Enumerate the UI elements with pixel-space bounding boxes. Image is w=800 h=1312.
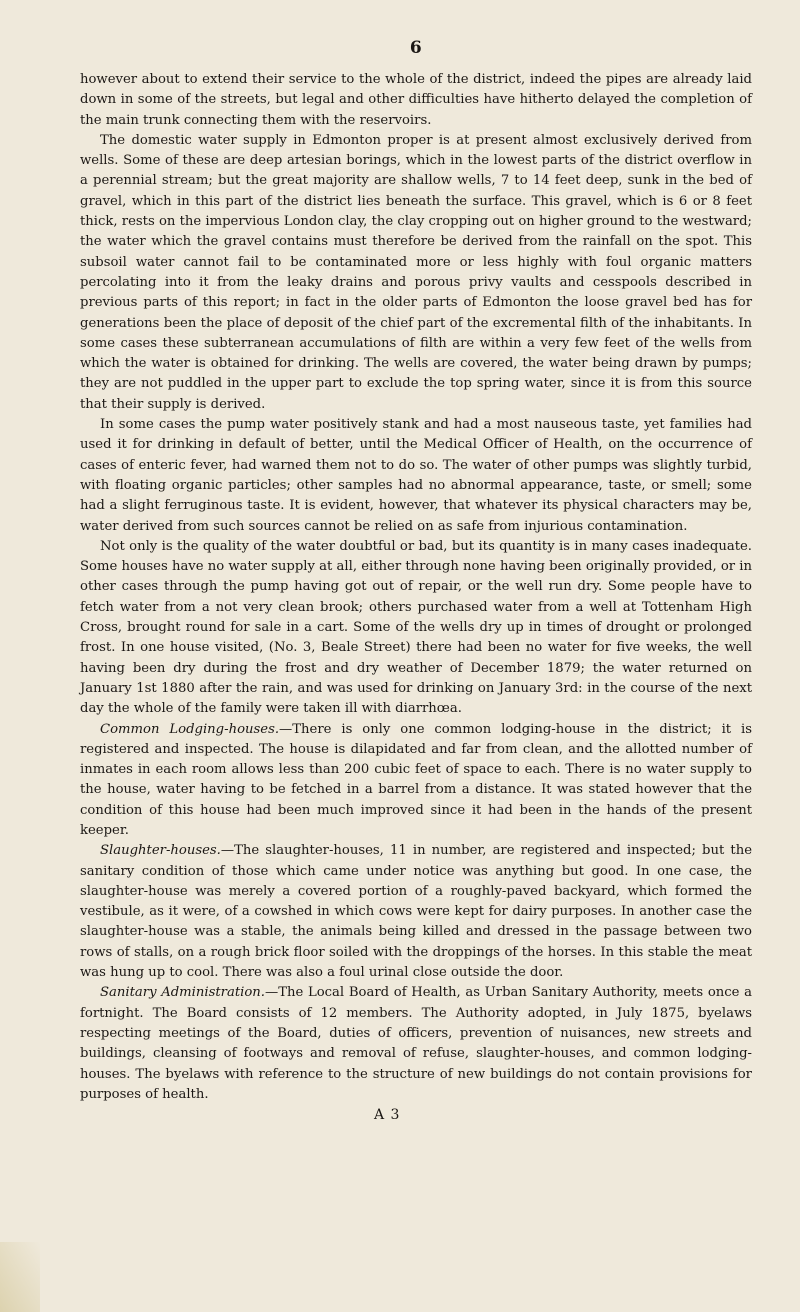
paragraph (80, 70, 752, 131)
page-number: 6 (409, 38, 423, 58)
paragraph-text: Not only is the quality of the water doubtful or bad, but its quantity is in many cases inadequate. Some houses have no water supply at all, either through none having been originally provided, or in other cases through the pump having got out of repair, or the well run dry. Some people have to fetch water from a not very clean brook; others purchased water from a well at Tottenham High Cross, brought round for sale in a cart. Some of the wells dry up in times of drought or prolonged frost. In one house visited, (No. 3, Beale Street) there had been no water for five weeks, the well having been dry during the frost and dry weather of December 1879; the water returned on January 1st 1880 after the rain, and was used for drinking on January 3rd: in the course of the next day the whole of the family were taken ill with diarrhœa. (80, 538, 752, 717)
paper-stain (0, 1242, 40, 1312)
paragraph-text: —The Local Board of Health, as Urban Sanitary Authority, meets once a fortnight. The Board consists of 12 members. The Authority adopted, in July 1875, byelaws respecting meetings of the Board, duties of officers, prevention of nuisances, new streets and buildings, cleansing of footways and removal of refuse, slaughter-houses, and common lodging-houses. The byelaws with reference to the structure of new buildings do not contain provisions for purposes of health. (80, 985, 752, 1102)
paragraph-text: however about to extend their service to the whole of the district, indeed the pipes are already laid down in some of the streets, but legal and other difficulties have hitherto delayed the completion of the main trunk connecting them with the reservoirs. (80, 72, 752, 128)
paragraph (80, 537, 752, 720)
paragraph (80, 841, 752, 983)
paragraph (80, 415, 752, 537)
paragraph (80, 983, 752, 1105)
paragraph-text: —The slaughter-houses, 11 in number, are registered and inspected; but the sanitary condition of those which came under notice was anything but good. In one case, the slaughter-house was merely a covered portion of a roughly-paved backyard, which formed the vestibule, as it were, of a cowshed in which cows were kept for dairy purposes. In another case the slaughter-house was a stable, the animals being killed and dressed in the passage between two rows of stalls, on a rough brick floor soiled with the droppings of the horses. In this stable the meat was hung up to cool. There was also a foul urinal close outside the door. (80, 843, 752, 981)
body-text (80, 70, 752, 1105)
paragraph-text: In some cases the pump water positively stank and had a most nauseous taste, yet families had used it for drinking in default of better, until the Medical Officer of Health, on the occurrence of cases of enteric fever, had warned them not to do so. The water of other pumps was slightly turbid, with floating organic particles; other samples had no abnormal appearance, taste, or smell; some had a slight ferruginous taste. It is evident, however, that whatever its physical characters may be, water derived from such sources cannot be relied on as safe from injurious contamination. (80, 417, 752, 534)
document-page (80, 38, 752, 1125)
paragraph-text: —There is only one common lodging-house in the district; it is registered and inspected. The house is dilapidated and far from clean, and the allotted number of inmates in each room allows less than 200 cubic feet of space to each. There is no water supply to the house, water having to be fetched in a barrel from a distance. It was stated however that the condition of this house had been much improved since it had been in the hands of the present keeper. (80, 721, 752, 838)
signature-mark: A 3 (374, 1107, 401, 1124)
paragraph (80, 720, 752, 842)
section-heading: Slaughter-houses. (100, 843, 221, 859)
section-heading: Common Lodging-houses. (100, 721, 280, 737)
paragraph-text: The domestic water supply in Edmonton proper is at present almost exclusively derived from wells. Some of these are deep artesian borings, which in the lowest parts of the district overflow in a perennial stream; but the great majority are shallow wells, 7 to 14 feet deep, sunk in the bed of gravel, which in this part of the district lies beneath the surface. This gravel, which is 6 or 8 feet thick, rests on the impervious London clay, the clay cropping out on higher ground to the westward; the water which the gravel contains must therefore be derived from the rainfall on the spot. This subsoil water cannot fail to be contaminated more or less highly with foul organic matters percolating into it from the leaky drains and porous privy vaults and cesspools described in previous parts of this report; in fact in the older parts of Edmonton the loose gravel bed has for generations been the place of deposit of the chief part of the excremental filth of the inhabitants. In some cases these subterranean accumulations of filth are within a very few feet of the wells from which the water is obtained for drinking. The wells are covered, the water being drawn by pumps; they are not puddled in the upper part to exclude the top spring water, since it is from this source that their supply is derived. (80, 132, 752, 412)
paragraph (80, 131, 752, 415)
section-heading: Sanitary Administration. (100, 985, 265, 1001)
